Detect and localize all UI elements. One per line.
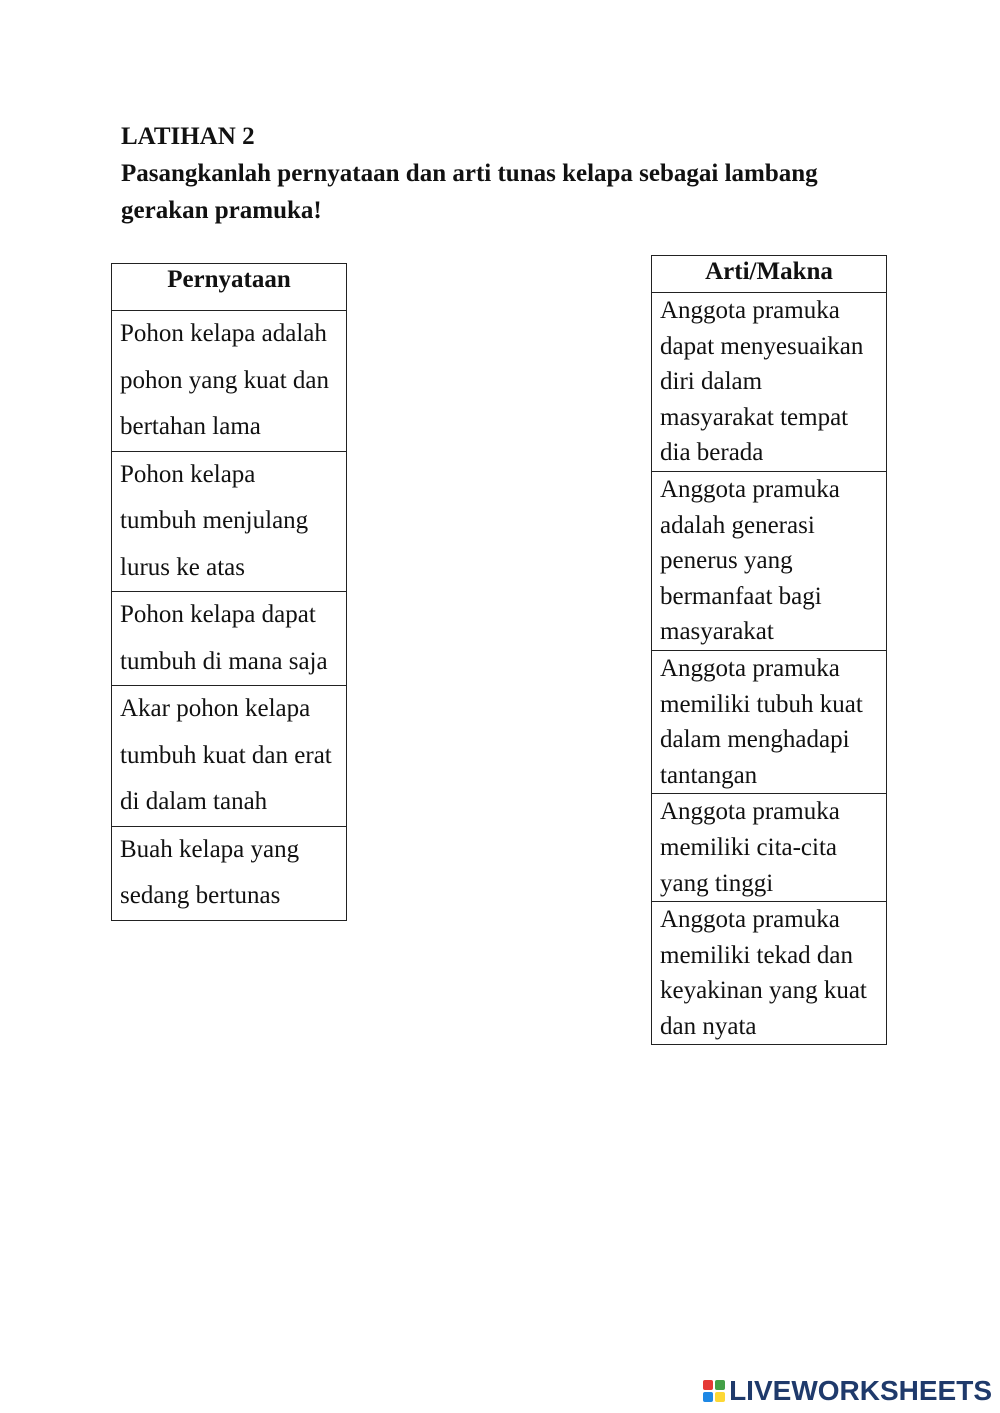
meaning-text: Anggota pramuka adalah generasi penerus yang bermanfaat bagi masyarakat (660, 475, 840, 646)
statement-item[interactable] (112, 686, 347, 827)
meaning-text: Anggota pramuka memiliki cita-cita yang tinggi (660, 798, 840, 897)
instruction-line-2: gerakan pramuka! (121, 197, 322, 224)
meaning-item[interactable] (652, 650, 887, 793)
worksheet-heading (121, 118, 921, 229)
meaning-text: Anggota pramuka memiliki tubuh kuat dalam menghadapi tantangan (660, 654, 863, 789)
logo-text: LIVEWORKSHEETS (729, 1375, 992, 1406)
meanings-table (651, 255, 887, 1045)
statement-text: Buah kelapa yang sedang bertunas (120, 835, 300, 909)
exercise-title: LATIHAN 2 (121, 123, 255, 150)
meaning-text: Anggota pramuka memiliki tekad dan keyakinan yang kuat dan nyata (660, 906, 867, 1040)
meaning-item[interactable] (652, 902, 887, 1045)
meaning-item[interactable] (652, 471, 887, 650)
logo-square-3 (703, 1392, 713, 1402)
statements-table (111, 263, 347, 921)
statement-text: Pohon kelapa adalah pohon yang kuat dan bertahan lama (120, 320, 329, 440)
logo-grid-icon (703, 1380, 725, 1402)
logo-square-2 (715, 1380, 725, 1390)
statement-item[interactable] (112, 592, 347, 686)
statement-item[interactable] (112, 451, 347, 592)
statement-text: Akar pohon kelapa tumbuh kuat dan erat di dalam tanah (120, 695, 332, 815)
meaning-item[interactable] (652, 794, 887, 902)
liveworksheets-logo[interactable] (703, 1375, 992, 1407)
meanings-header: Arti/Makna (652, 256, 887, 293)
statement-item[interactable] (112, 826, 347, 920)
meaning-item[interactable] (652, 293, 887, 472)
instruction-line-1: Pasangkanlah pernyataan dan arti tunas kelapa sebagai lambang (121, 160, 818, 187)
meaning-text: Anggota pramuka dapat menyesuaikan diri dalam masyarakat tempat dia berada (660, 297, 864, 467)
logo-square-4 (715, 1392, 725, 1402)
statements-header: Pernyataan (112, 264, 347, 311)
logo-square-1 (703, 1380, 713, 1390)
statement-text: Pohon kelapa tumbuh menjulang lurus ke atas (120, 460, 309, 581)
statement-item[interactable] (112, 311, 347, 452)
statement-text: Pohon kelapa dapat tumbuh di mana saja (120, 601, 328, 675)
